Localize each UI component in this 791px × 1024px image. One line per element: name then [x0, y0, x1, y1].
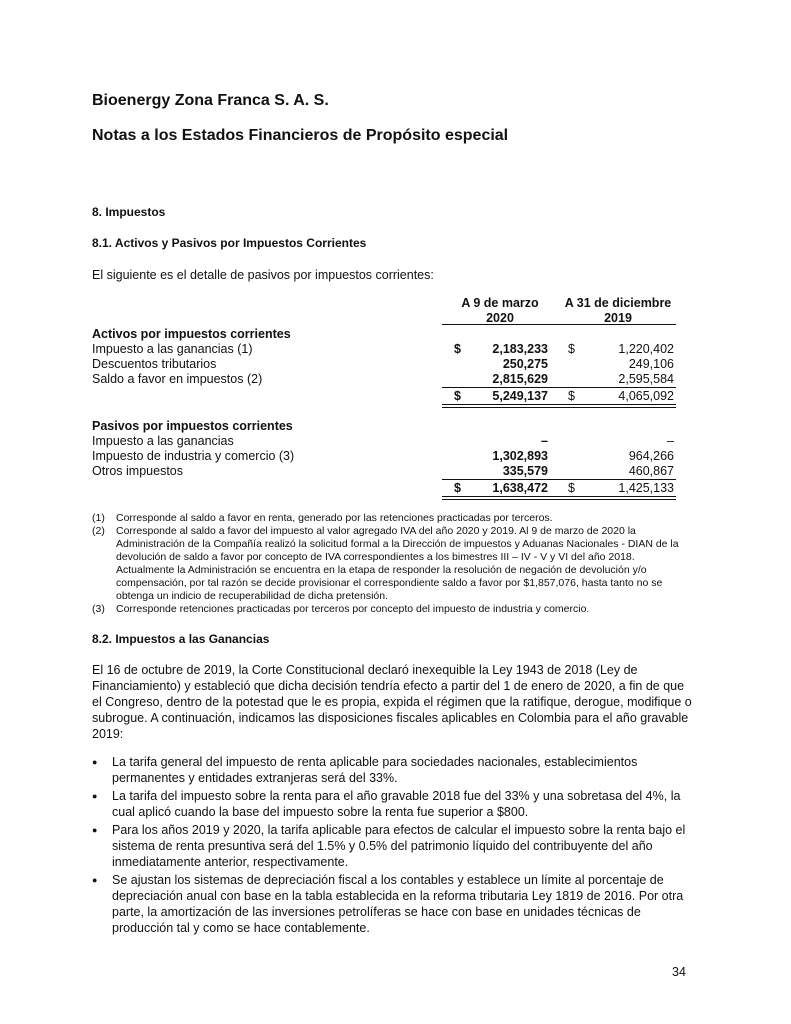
value-2020: 2,183,233	[492, 342, 548, 356]
row-label: Impuesto a las ganancias	[92, 434, 234, 448]
pasivos-total-row	[92, 480, 682, 496]
list-item	[92, 822, 692, 870]
total-2020: 5,249,137	[492, 389, 548, 403]
value-2019: 249,106	[628, 357, 674, 371]
value-2020: 335,579	[502, 464, 548, 478]
list-item-text: Se ajustan los sistemas de depreciación fiscal a los contables y establece un límite al porcentaje de depreciación anual con base en la tabla establecida en la reforma tributaria Ley 1819 de 2016. Por otra parte, la amortización de las inversiones petrolíferas se hace con base en unidades técnicas de producción tal y como se hace contablemente.	[112, 873, 684, 935]
footnote	[92, 512, 692, 525]
value-2020: 250,275	[502, 357, 548, 371]
section-8-1-heading: 8.1. Activos y Pasivos por Impuestos Corrientes	[92, 236, 367, 250]
currency-symbol: $	[454, 342, 461, 356]
value-2019: 1,220,402	[618, 342, 674, 356]
section-8-2-paragraph: El 16 de octubre de 2019, la Corte Constitucional declaró inexequible la Ley 1943 de 2018 (Ley de Financiamiento) y estableció que dicha decisión tendría efecto a partir del 1 de enero de 2020, a fin de que el Congreso, dentro de la potestad que le es propia, expida el régimen que la ratifique, derogue, modifique o subrogue. A continuación, indicamos las disposiciones fiscales aplicables en Colombia para el año gravable 2019:	[92, 663, 692, 741]
value-2019: 2,595,584	[618, 372, 674, 386]
table-row	[92, 463, 682, 479]
pasivos-heading: Pasivos por impuestos corrientes	[92, 419, 293, 433]
footnote-text: Corresponde al saldo a favor en renta, generado por las retenciones practicadas por terceros.	[116, 512, 553, 524]
currency-symbol: $	[454, 389, 461, 403]
value-2019: 964,266	[628, 449, 674, 463]
table-row	[92, 341, 682, 357]
value-2019: –	[667, 434, 674, 448]
bullet-list	[92, 754, 692, 938]
currency-symbol: $	[568, 481, 575, 495]
currency-symbol: $	[454, 481, 461, 495]
footnote-number: (3)	[92, 603, 105, 615]
column-header-2019-line2: 2019	[604, 311, 632, 325]
currency-symbol: $	[568, 342, 575, 356]
row-label: Otros impuestos	[92, 464, 184, 478]
column-header-2019-line1: A 31 de diciembre	[564, 296, 672, 310]
activos-heading: Activos por impuestos corrientes	[92, 327, 291, 341]
double-underline-top	[442, 496, 676, 497]
total-2019: 4,065,092	[618, 389, 674, 403]
value-2020: –	[541, 434, 548, 448]
header-underline	[442, 324, 676, 325]
row-label: Saldo a favor en impuestos (2)	[92, 372, 263, 386]
company-name: Bioenergy Zona Franca S. A. S.	[92, 92, 329, 109]
activos-total-row	[92, 388, 682, 404]
activos-heading-row	[92, 326, 682, 342]
section-8-2-heading: 8.2. Impuestos a las Ganancias	[92, 632, 270, 646]
list-item-text: Para los años 2019 y 2020, la tarifa aplicable para efectos de calcular el impuesto sobre la renta bajo el sistema de renta presuntiva será del 1.5% y 0.5% del patrimonio líquido del contribuyente del año inmediatamente anterior, respectivamente.	[112, 823, 686, 869]
total-2019: 1,425,133	[618, 481, 674, 495]
table-row	[92, 371, 682, 387]
table-row	[92, 356, 682, 372]
column-header-2020-line2: 2020	[486, 311, 514, 325]
column-header-2020-line1: A 9 de marzo	[461, 296, 539, 310]
list-item	[92, 872, 692, 936]
value-2020: 2,815,629	[492, 372, 548, 386]
column-header-2020	[452, 296, 548, 326]
page-number: 34	[672, 965, 686, 979]
footnote-number: (2)	[92, 525, 105, 537]
table-row	[92, 433, 682, 449]
footnote-text: Corresponde al saldo a favor del impuesto al valor agregado IVA del año 2020 y 2019. Al 9 de marzo de 2020 la Administración de la Compañía realizó la solicitud formal a la Dirección de impuestos y Aduanas Nacionales - DIAN de la devolución de saldo a favor por concepto de IVA correspondientes a los bimestres III – IV - V y VI del año 2018. Actualmente la Administración se encuentra en la etapa de responder la resolución de negación de devolución y/o compensación, por tal razón se decide provisionar el correspondiente saldo a favor por $1,857,076, hasta tanto no se obtenga un indicio de recuperabilidad de dicha pretensión.	[116, 525, 679, 602]
footnote	[92, 603, 692, 616]
document-title: Notas a los Estados Financieros de Propósito especial	[92, 127, 509, 144]
list-item	[92, 754, 692, 786]
row-label: Impuesto de industria y comercio (3)	[92, 449, 295, 463]
double-underline-bottom	[442, 499, 676, 500]
section-8-1-intro: El siguiente es el detalle de pasivos por impuestos corrientes:	[92, 268, 434, 282]
double-underline-top	[442, 404, 676, 405]
currency-symbol: $	[568, 389, 575, 403]
double-underline-bottom	[442, 407, 676, 408]
pasivos-heading-row	[92, 418, 682, 434]
footnote	[92, 525, 692, 603]
bullet-icon: ●	[92, 791, 98, 801]
bullet-icon: ●	[92, 757, 98, 767]
footnote-number: (1)	[92, 512, 105, 524]
table-row	[92, 448, 682, 464]
footnotes	[92, 512, 692, 616]
value-2020: 1,302,893	[492, 449, 548, 463]
row-label: Impuesto a las ganancias (1)	[92, 342, 253, 356]
row-label: Descuentos tributarios	[92, 357, 217, 371]
column-header-2019	[560, 296, 676, 326]
list-item	[92, 788, 692, 820]
total-2020: 1,638,472	[492, 481, 548, 495]
list-item-text: La tarifa del impuesto sobre la renta para el año gravable 2018 fue del 33% y una sobretasa del 4%, la cual aplicó cuando la base del impuesto sobre la renta fue superior a $800.	[112, 789, 681, 819]
section-8-heading: 8. Impuestos	[92, 205, 166, 219]
bullet-icon: ●	[92, 825, 98, 835]
value-2019: 460,867	[628, 464, 674, 478]
list-item-text: La tarifa general del impuesto de renta aplicable para sociedades nacionales, establecimientos permanentes y entidades extranjeras será del 33%.	[112, 755, 638, 785]
footnote-text: Corresponde retenciones practicadas por terceros por concepto del impuesto de industria y comercio.	[116, 603, 590, 615]
bullet-icon: ●	[92, 875, 98, 885]
